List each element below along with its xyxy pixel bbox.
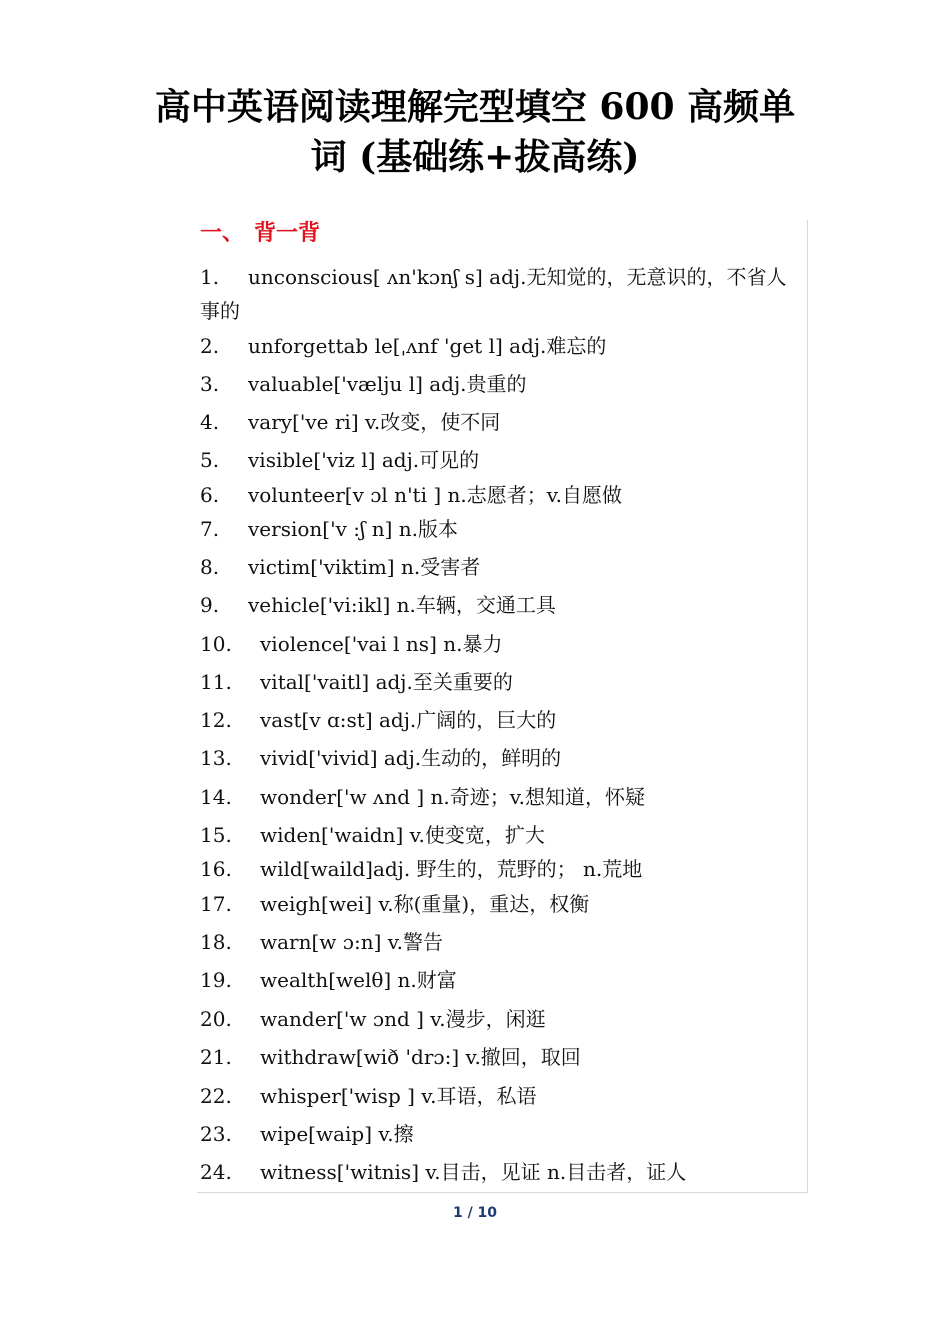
entry-number: 6. <box>200 483 220 507</box>
vocab-entry <box>200 852 790 886</box>
entry-text: vast[v ɑ:st] adj.广阔的，巨大的 <box>260 708 557 732</box>
section-title: 背一背 <box>254 221 321 246</box>
vocab-entry <box>200 818 790 852</box>
vocab-entry <box>200 887 790 921</box>
entry-number: 22. <box>200 1084 232 1108</box>
entry-number: 15. <box>200 823 232 847</box>
entry-text: version['v :ʃ n] n.版本 <box>248 517 459 541</box>
entry-text: weigh[wei] v.称(重量)，重达，权衡 <box>260 892 590 916</box>
section-marker: 一、 <box>200 221 245 246</box>
document-title <box>0 82 950 182</box>
vocab-entry <box>200 1155 790 1189</box>
entry-number: 11. <box>200 670 232 694</box>
vocab-entry <box>200 1117 790 1151</box>
entry-number: 7. <box>200 517 220 541</box>
entry-number: 3. <box>200 372 220 396</box>
vocab-entry <box>200 925 790 959</box>
entry-text: wonder['w ʌnd ] n.奇迹；v.想知道，怀疑 <box>260 785 646 809</box>
vocab-entry <box>200 1079 790 1113</box>
entry-number: 21. <box>200 1045 232 1069</box>
entry-text: unconscious[ ʌn'kɔnʃ s] adj.无知觉的，无意识的，不省人事的 <box>200 265 787 323</box>
entry-text: unforgettab le[ˌʌnf 'get l] adj.难忘的 <box>248 334 607 358</box>
entry-number: 19. <box>200 968 232 992</box>
vocab-entry <box>200 1002 790 1036</box>
entry-text: violence['vai l ns] n.暴力 <box>260 632 503 656</box>
entry-number: 17. <box>200 892 232 916</box>
title-line-2: 词 (基础练+拔高练) <box>310 136 640 178</box>
entry-text: wander['w ɔnd ] v.漫步，闲逛 <box>260 1007 546 1031</box>
vocab-entry <box>200 703 790 737</box>
entry-text: valuable['vælju l] adj.贵重的 <box>248 372 527 396</box>
entry-text: vital['vaitl] adj.至关重要的 <box>260 670 513 694</box>
entry-text: wipe[waip] v.擦 <box>260 1122 414 1146</box>
entry-number: 4. <box>200 410 220 434</box>
vocab-entry <box>200 780 790 814</box>
entry-text: wild[waild]adj. 野生的，荒野的； n.荒地 <box>260 857 643 881</box>
entry-number: 14. <box>200 785 232 809</box>
section-heading <box>200 216 320 247</box>
entry-number: 18. <box>200 930 232 954</box>
entry-text: warn[w ɔ:n] v.警告 <box>260 930 444 954</box>
vocab-entry <box>200 443 790 477</box>
vocab-entry <box>200 550 790 584</box>
vocab-entry <box>200 260 790 328</box>
entry-text: volunteer[v ɔl n'ti ] n.志愿者；v.自愿做 <box>248 483 623 507</box>
entry-number: 13. <box>200 746 232 770</box>
entry-text: wealth[welθ] n.财富 <box>260 968 457 992</box>
vocab-entry <box>200 741 790 775</box>
vocab-entry <box>200 627 790 661</box>
vocab-entry <box>200 367 790 401</box>
vocab-entry <box>200 665 790 699</box>
entry-text: withdraw[wið 'drɔ:] v.撤回，取回 <box>260 1045 581 1069</box>
entry-number: 12. <box>200 708 232 732</box>
entry-number: 23. <box>200 1122 232 1146</box>
entry-text: victim['viktim] n.受害者 <box>248 555 481 579</box>
vocab-entry <box>200 963 790 997</box>
vocab-entry <box>200 1040 790 1074</box>
title-line-1: 高中英语阅读理解完型填空 600 高频单 <box>154 86 796 128</box>
entry-number: 20. <box>200 1007 232 1031</box>
entry-text: widen['waidn] v.使变宽，扩大 <box>260 823 545 847</box>
vocab-entry <box>200 588 790 622</box>
entry-number: 5. <box>200 448 220 472</box>
entry-number: 9. <box>200 593 220 617</box>
entry-text: vary['ve ri] v.改变，使不同 <box>248 410 501 434</box>
entry-text: visible['viz l] adj.可见的 <box>248 448 480 472</box>
vocab-entry <box>200 478 790 512</box>
entry-number: 24. <box>200 1160 232 1184</box>
entry-text: whisper['wisp ] v.耳语，私语 <box>260 1084 537 1108</box>
entry-number: 16. <box>200 857 232 881</box>
entry-number: 1. <box>200 265 220 289</box>
page-indicator: 1 / 10 <box>452 1205 498 1221</box>
entry-number: 2. <box>200 334 220 358</box>
vocab-entry <box>200 512 790 546</box>
entry-number: 8. <box>200 555 220 579</box>
entry-number: 10. <box>200 632 232 656</box>
entry-text: witness['witnis] v.目击，见证 n.目击者，证人 <box>260 1160 687 1184</box>
vocab-entry <box>200 329 790 363</box>
vocab-entry <box>200 405 790 439</box>
entry-text: vivid['vivid] adj.生动的，鲜明的 <box>260 746 562 770</box>
entry-text: vehicle['vi:ikl] n.车辆，交通工具 <box>248 593 556 617</box>
